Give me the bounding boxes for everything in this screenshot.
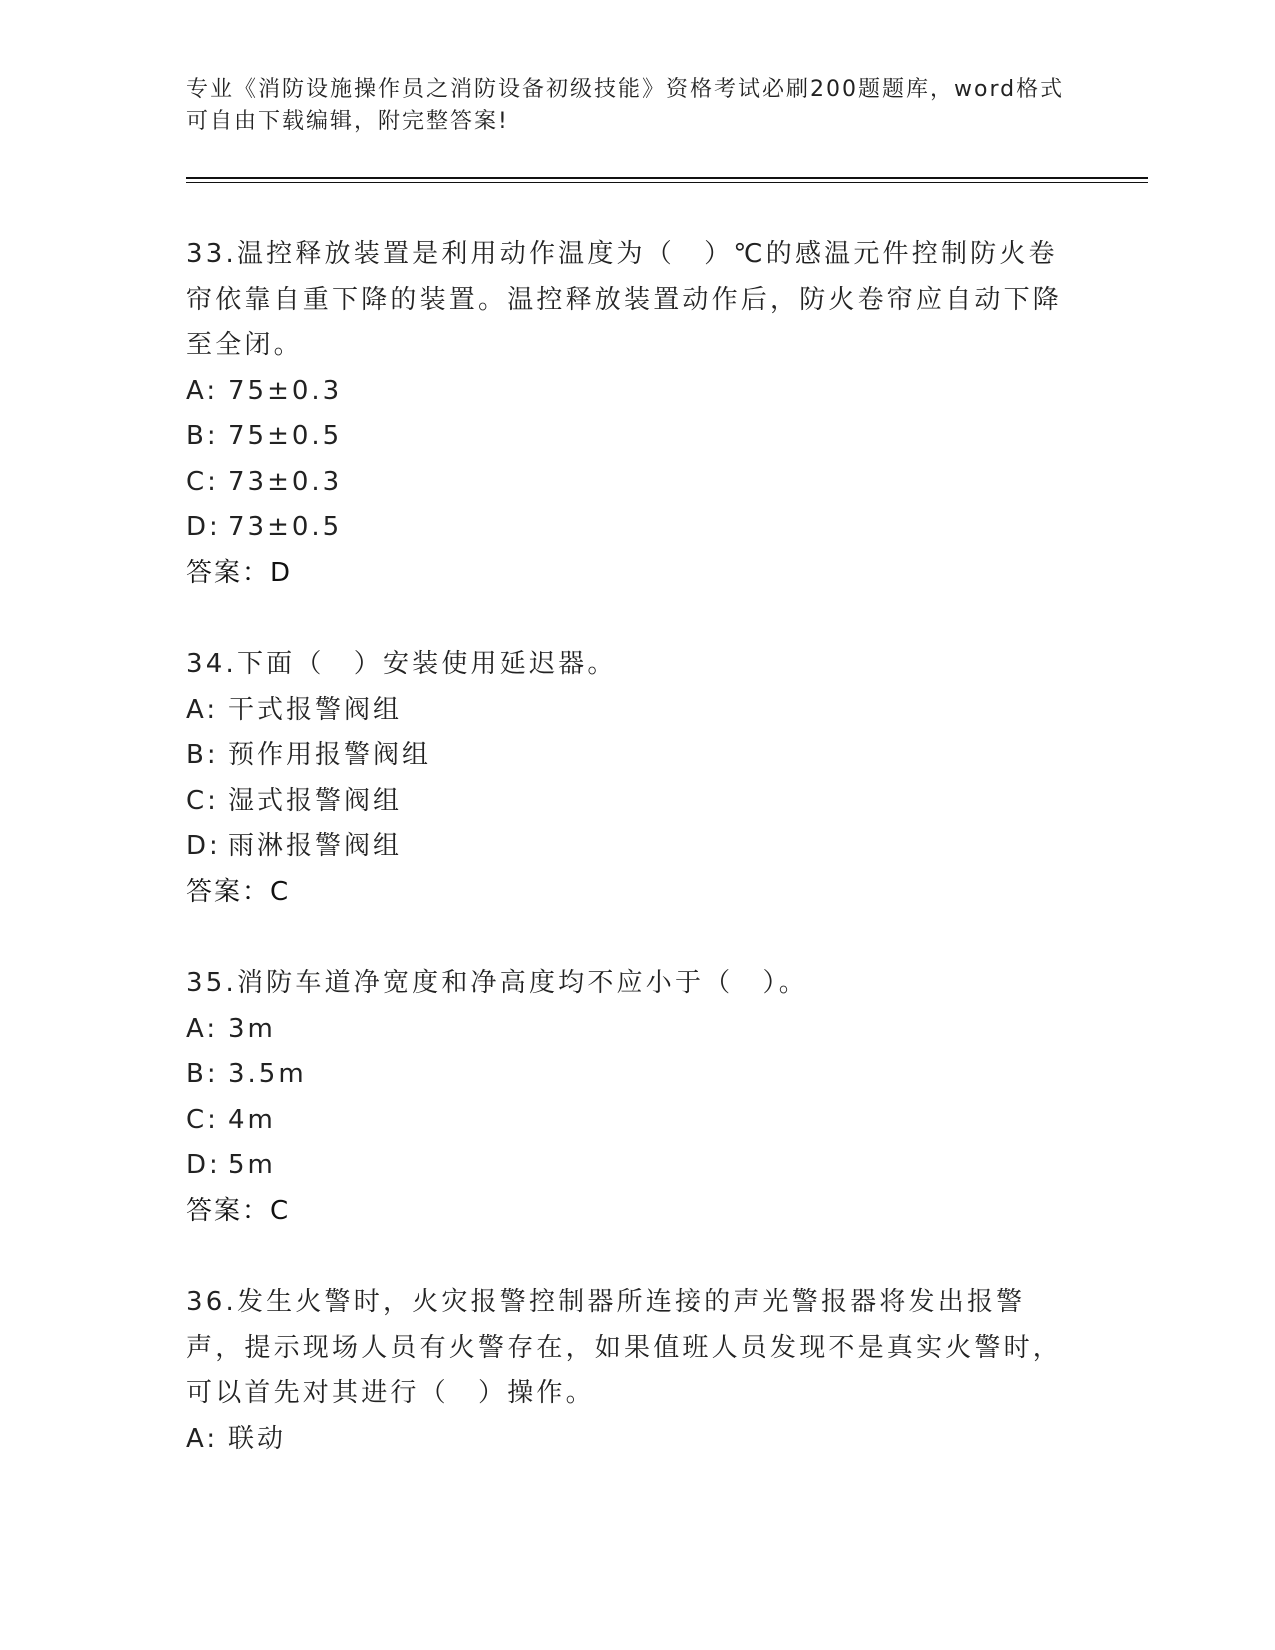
option-text: 5m bbox=[228, 1150, 276, 1180]
question-option bbox=[186, 824, 1066, 870]
question-option bbox=[186, 688, 1066, 734]
option-letter: B: bbox=[186, 421, 219, 451]
question-answer: 答案：C bbox=[186, 876, 291, 907]
option-text: 联动 bbox=[228, 1423, 287, 1454]
option-letter: A: bbox=[186, 375, 219, 406]
question-item bbox=[186, 1280, 1066, 1462]
question-option bbox=[186, 779, 1066, 825]
question-item bbox=[186, 232, 1066, 596]
option-text: 73±0.5 bbox=[228, 512, 343, 542]
question-option bbox=[186, 369, 1066, 415]
option-text: 75±0.5 bbox=[228, 421, 343, 451]
question-option bbox=[186, 733, 1066, 779]
option-text: 75±0.3 bbox=[228, 375, 343, 406]
option-letter: A: bbox=[186, 1013, 219, 1044]
option-text: 湿式报警阀组 bbox=[228, 785, 403, 816]
option-letter: D: bbox=[186, 1150, 221, 1180]
option-letter: C: bbox=[186, 785, 219, 816]
question-option bbox=[186, 414, 1066, 460]
option-text: 干式报警阀组 bbox=[228, 694, 403, 725]
option-text: 雨淋报警阀组 bbox=[228, 831, 403, 861]
question-option bbox=[186, 505, 1066, 551]
option-letter: B: bbox=[186, 740, 219, 770]
question-item bbox=[186, 961, 1066, 1234]
option-letter: B: bbox=[186, 1059, 219, 1089]
option-letter: C: bbox=[186, 1104, 219, 1135]
question-stem: 33.温控释放装置是利用动作温度为（ ）℃的感温元件控制防火卷帘依靠自重下降的装置。温控释放装置动作后，防火卷帘应自动下降至全闭。 bbox=[186, 239, 1063, 360]
option-letter: C: bbox=[186, 466, 219, 497]
option-text: 3m bbox=[228, 1013, 276, 1044]
question-list bbox=[186, 232, 1066, 1508]
option-letter: A: bbox=[186, 694, 219, 725]
option-text: 3.5m bbox=[228, 1059, 307, 1089]
question-stem: 34.下面（ ）安装使用延迟器。 bbox=[186, 649, 617, 679]
question-option bbox=[186, 460, 1066, 506]
option-letter: D: bbox=[186, 512, 221, 542]
question-answer: 答案：C bbox=[186, 1195, 291, 1226]
question-option bbox=[186, 1417, 1066, 1463]
question-stem: 36.发生火警时，火灾报警控制器所连接的声光警报器将发出报警声，提示现场人员有火警存在，如果值班人员发现不是真实火警时，可以首先对其进行（ ）操作。 bbox=[186, 1287, 1063, 1408]
question-answer: 答案：D bbox=[186, 557, 293, 588]
question-item bbox=[186, 642, 1066, 915]
option-text: 预作用报警阀组 bbox=[228, 740, 432, 770]
document-intro: 专业《消防设施操作员之消防设备初级技能》资格考试必刷200题题库，word格式可自由下载编辑，附完整答案! bbox=[186, 77, 1065, 134]
question-option bbox=[186, 1098, 1066, 1144]
question-option bbox=[186, 1143, 1066, 1189]
option-letter: D: bbox=[186, 831, 221, 861]
question-option bbox=[186, 1052, 1066, 1098]
option-letter: A: bbox=[186, 1423, 219, 1454]
option-text: 4m bbox=[228, 1104, 276, 1135]
header-divider bbox=[186, 177, 1148, 183]
question-stem: 35.消防车道净宽度和净高度均不应小于（ ）。 bbox=[186, 968, 808, 998]
question-option bbox=[186, 1007, 1066, 1053]
option-text: 73±0.3 bbox=[228, 466, 343, 497]
